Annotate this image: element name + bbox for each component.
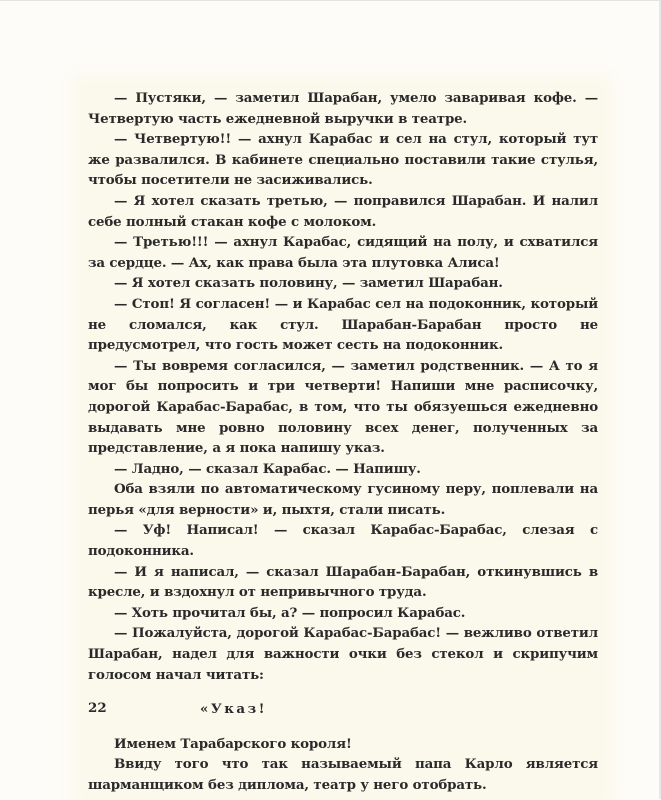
- paragraph: — Я хотел сказать половину, — заметил Шарабан.: [114, 275, 503, 292]
- paragraph: — Четвертую!! — ахнул Карабас и сел на стул, который тут же развалился. В кабинете специально поставили такие стулья, чтобы посетители не засиживались.: [88, 131, 598, 189]
- paragraph: — Третью!!! — ахнул Карабас, сидящий на полу, и схватился за сердце. — Ах, как права была эта плутовка Алиса!: [88, 234, 598, 271]
- decree-heading: «Указ!: [200, 701, 268, 718]
- paragraph: — И я написал, — сказал Шарабан-Барабан, откинувшись в кресле, и вздохнул от непривычного труда.: [88, 563, 598, 601]
- paragraph: — Пожалуйста, дорогой Карабас-Барабас! — вежливо ответил Шарабан, надел для важности очки без стекол и скрипучим голосом начал читать:: [88, 625, 598, 683]
- paragraph: Оба взяли по автоматическому гусиному перу, поплевали на перья «для верности» и, пыхтя, стали писать.: [88, 481, 598, 518]
- paragraph: — Я хотел сказать третью, — поправился Шарабан. И налил себе полный стакан кофе с молоком.: [88, 192, 598, 230]
- paragraph: — Хоть прочитал бы, а? — попросил Карабас.: [114, 604, 466, 621]
- decree-paragraph: Ввиду того что так называемый папа Карло является шарманщиком без диплома, театр у него отобрать.: [88, 756, 598, 793]
- paragraph: — Уф! Написал! — сказал Карабас-Барабас, слезая с подоконника.: [88, 522, 598, 560]
- paragraph: — Пустяки, — заметил Шарабан, умело заваривая кофе. — Четвертую часть ежедневной выручки в театре.: [88, 90, 598, 127]
- decree-paragraph: Именем Тарабарского короля!: [114, 735, 352, 752]
- paragraph: — Стоп! Я согласен! — и Карабас сел на подоконник, который не сломался, как стул. Шарабан-Барабан просто не предусмотрел, что гость может сесть на подоконник.: [88, 295, 598, 354]
- paragraph: — Ладно, — сказал Карабас. — Напишу.: [114, 460, 421, 477]
- page-number: 22: [88, 700, 107, 716]
- book-page-text: [82, 84, 604, 800]
- paragraph: — Ты вовремя согласился, — заметил родственник. — А то я мог бы попросить и три четверти! Напиши мне расписочку, дорогой Карабас-Барабас, в том, что ты обязуешься ежедневно выдавать мне ровно половину всех денег, полученных за представление, а я пока напишу указ.: [88, 357, 598, 457]
